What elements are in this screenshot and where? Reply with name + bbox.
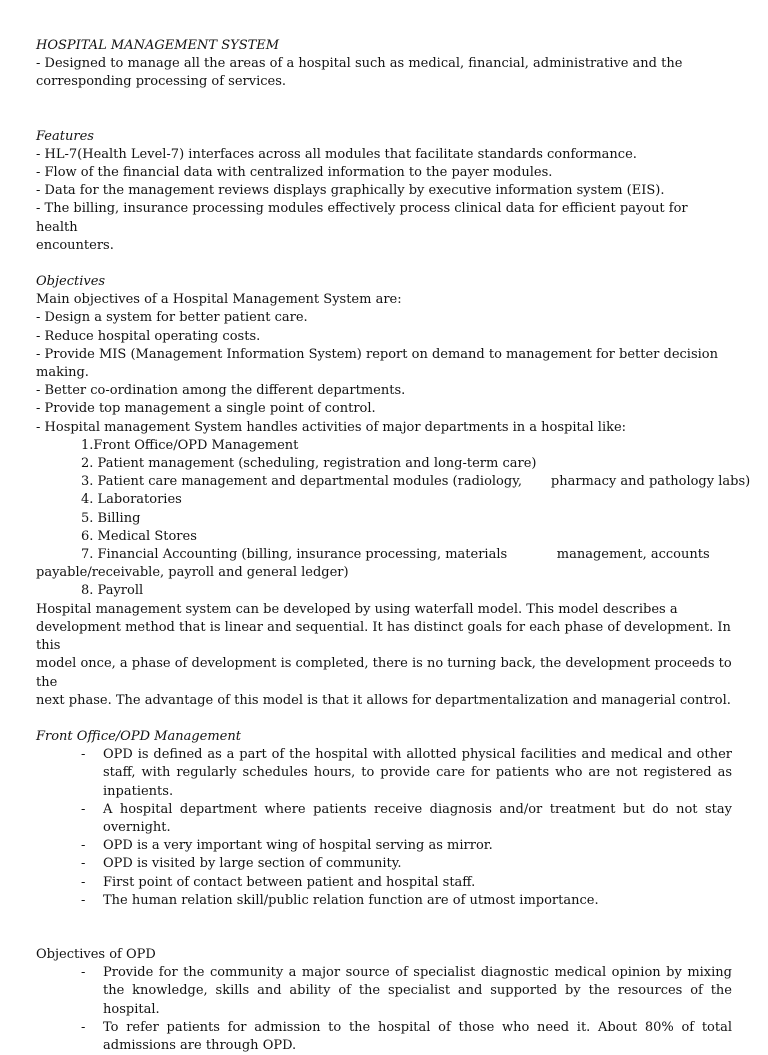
opd-list-item: - The human relation skill/public relation function are of utmost importance. xyxy=(81,892,599,908)
objective-line: Main objectives of a Hospital Management System are: xyxy=(36,292,402,308)
features-heading: Features xyxy=(36,128,94,144)
feature-line: - Data for the management reviews displays graphically by executive information system (EIS). xyxy=(36,183,665,199)
department-item: 3. Patient care management and departmental modules (radiology, pharmacy and pathology labs) xyxy=(81,474,751,490)
waterfall-line: model once, a phase of development is completed, there is no turning back, the development proceeds to the xyxy=(36,656,732,690)
opd-list-item: - OPD is a very important wing of hospital serving as mirror. xyxy=(81,838,493,854)
department-item: 5. Billing xyxy=(81,510,141,526)
opd-list-item: - OPD is defined as a part of the hospital with allotted physical facilities and medical and other staff, with regularly schedules hours, to provide care for patients who are not registered as inpatients. xyxy=(81,747,732,799)
feature-line: - HL-7(Health Level-7) interfaces across all modules that facilitate standards conformance. xyxy=(36,146,637,162)
opd-objective-item: - To refer patients for admission to the hospital of those who need it. About 80% of total admissions are through OPD. xyxy=(81,1019,732,1053)
opd-list-item: - OPD is visited by large section of community. xyxy=(81,856,402,872)
departments-list xyxy=(36,437,751,564)
feature-line: - Flow of the financial data with centralized information to the payer modules. xyxy=(36,165,553,181)
waterfall-line: development method that is linear and sequential. It has distinct goals for each phase of development. In this xyxy=(36,619,731,654)
opd-list-item: - A hospital department where patients receive diagnosis and/or treatment but do not stay overnight. xyxy=(81,801,732,835)
objective-line: making. xyxy=(36,365,89,381)
department-item: 6. Medical Stores xyxy=(81,528,197,544)
objective-line: - Provide top management a single point of control. xyxy=(36,401,376,417)
objective-line: - Provide MIS (Management Information System) report on demand to management for better decision xyxy=(36,346,718,362)
department-item-continued: payable/receivable, payroll and general ledger) xyxy=(36,565,349,581)
waterfall-line: next phase. The advantage of this model is that it allows for departmentalization and managerial control. xyxy=(36,692,731,708)
feature-line: - The billing, insurance processing modules effectively process clinical data for efficient payout for health xyxy=(36,201,688,235)
opd-heading: Front Office/OPD Management xyxy=(36,728,241,744)
department-item: 8. Payroll xyxy=(81,583,144,599)
objective-line: - Hospital management System handles activities of major departments in a hospital like: xyxy=(36,419,627,435)
objective-line: - Reduce hospital operating costs. xyxy=(36,328,261,344)
opd-objective-item: - Provide for the community a major source of specialist diagnostic medical opinion by mixing the knowledge, skills and ability of the specialist and supported by the resources of the hospital. xyxy=(81,965,732,1017)
intro-line: - Designed to manage all the areas of a hospital such as medical, financial, administrative and the xyxy=(36,56,683,72)
document-title: HOSPITAL MANAGEMENT SYSTEM xyxy=(36,38,280,53)
department-item: 4. Laboratories xyxy=(81,492,182,508)
department-item: 2. Patient management (scheduling, registration and long-term care) xyxy=(81,456,537,472)
department-item: 1.Front Office/OPD Management xyxy=(81,437,299,453)
opd-objectives-heading: Objectives of OPD xyxy=(36,946,156,962)
intro-line: corresponding processing of services. xyxy=(36,74,287,90)
feature-line: encounters. xyxy=(36,237,114,253)
waterfall-line: Hospital management system can be developed by using waterfall model. This model describes a xyxy=(36,601,678,617)
objective-line: - Design a system for better patient care. xyxy=(36,310,308,326)
opd-list-item: - First point of contact between patient and hospital staff. xyxy=(81,874,476,890)
objectives-heading: Objectives xyxy=(36,274,106,290)
department-item: 7. Financial Accounting (billing, insurance processing, materials management, accounts xyxy=(81,547,710,563)
objective-line: - Better co-ordination among the different departments. xyxy=(36,383,406,399)
